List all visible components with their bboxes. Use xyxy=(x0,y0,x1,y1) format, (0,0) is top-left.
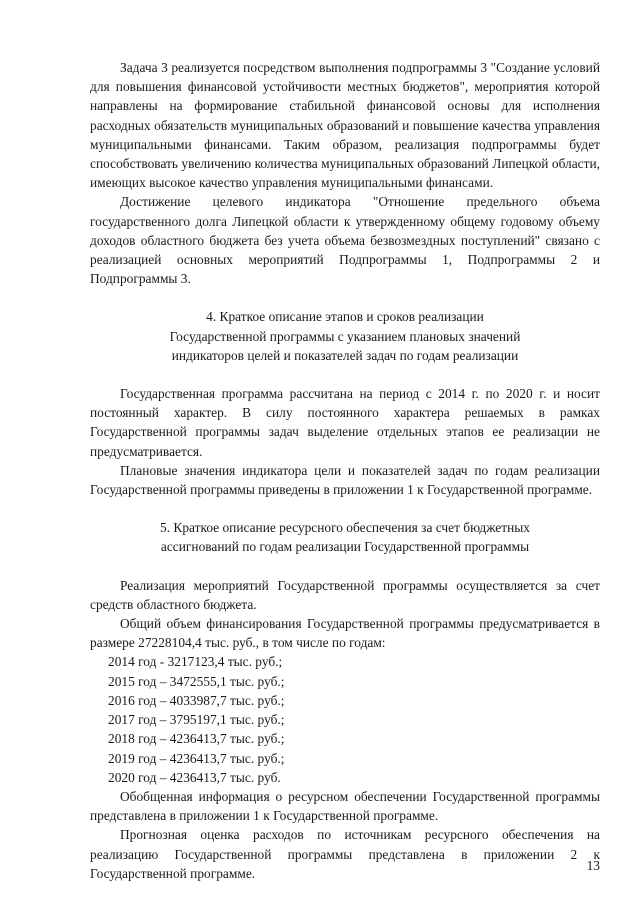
section-4-heading-line: индикаторов целей и показателей задач по годам реализации xyxy=(171,347,519,363)
paragraph-funding-source: Реализация мероприятий Государственной программы осуществляется за счет средств областного бюджета. xyxy=(90,577,600,612)
paragraph-planned-values: Плановые значения индикатора цели и показателей задач по годам реализации Государственной программы приведены в приложении 1 к Государственной программе. xyxy=(90,462,600,498)
funding-by-year-list xyxy=(90,652,600,786)
section-5-heading xyxy=(90,518,600,556)
section-5-heading-line: ассигнований по годам реализации Государственной программы xyxy=(160,539,530,555)
section-4-heading-line: 4. Краткое описание этапов и сроков реализации xyxy=(206,309,484,325)
paragraph-program-period: Государственная программа рассчитана на период с 2014 г. по 2020 г. и носит постоянный характер. В силу постоянного характера решаемых в рамках Государственной программы задач выделение отдельных этапов ее реализации не предусматривается. xyxy=(90,386,600,459)
section-4-heading-line: Государственной программы с указанием плановых значений xyxy=(169,328,521,344)
paragraph-task3: Задача 3 реализуется посредством выполнения подпрограммы 3 "Создание условий для повышения финансовой устойчивости местных бюджетов", мероприятия которой направлены на формирование стабильной финансовой основы для исполнения расходных обязательств муниципальных образований и повышение качества управления муниципальными финансами. Таким образом, реализация подпрограммы будет способствовать увеличению количества муниципальных образований Липецкой области, имеющих высокое качество управления муниципальными финансами. xyxy=(90,60,600,191)
document-page xyxy=(90,58,600,883)
funding-year-item: 2014 год - 3217123,4 тыс. руб.; xyxy=(108,654,283,670)
funding-year-item: 2017 год – 3795197,1 тыс. руб.; xyxy=(108,712,285,728)
funding-year-item: 2020 год – 4236413,7 тыс. руб. xyxy=(108,769,281,785)
funding-year-item: 2019 год – 4236413,7 тыс. руб.; xyxy=(108,750,285,766)
funding-year-item: 2016 год – 4033987,7 тыс. руб.; xyxy=(108,692,285,708)
paragraph-resource-summary: Обобщенная информация о ресурсном обеспечении Государственной программы представлена в приложении 1 к Государственной программе. xyxy=(90,788,600,824)
funding-year-item: 2015 год – 3472555,1 тыс. руб.; xyxy=(108,673,285,689)
paragraph-cost-forecast: Прогнозная оценка расходов по источникам ресурсного обеспечения на реализацию Государственной программы представлена в приложении 2 к Государственной программе. xyxy=(90,827,600,881)
paragraph-total-funding: Общий объем финансирования Государственной программы предусматривается в размере 27228104,4 тыс. руб., в том числе по годам: xyxy=(90,616,600,651)
paragraph-target-indicator: Достижение целевого индикатора "Отношение предельного объема государственного долга Липецкой области к утвержденному общему годовому объему доходов областного бюджета без учета объема безвозмездных поступлений" связано с реализацией основных мероприятий Подпрограммы 1, Подпрограммы 2 и Подпрограммы 3. xyxy=(90,194,600,287)
section-4-heading xyxy=(90,307,600,365)
section-5-heading-line: 5. Краткое описание ресурсного обеспечения за счет бюджетных xyxy=(160,520,530,536)
funding-year-item: 2018 год – 4236413,7 тыс. руб.; xyxy=(108,731,285,747)
page-number: 13 xyxy=(586,858,600,873)
